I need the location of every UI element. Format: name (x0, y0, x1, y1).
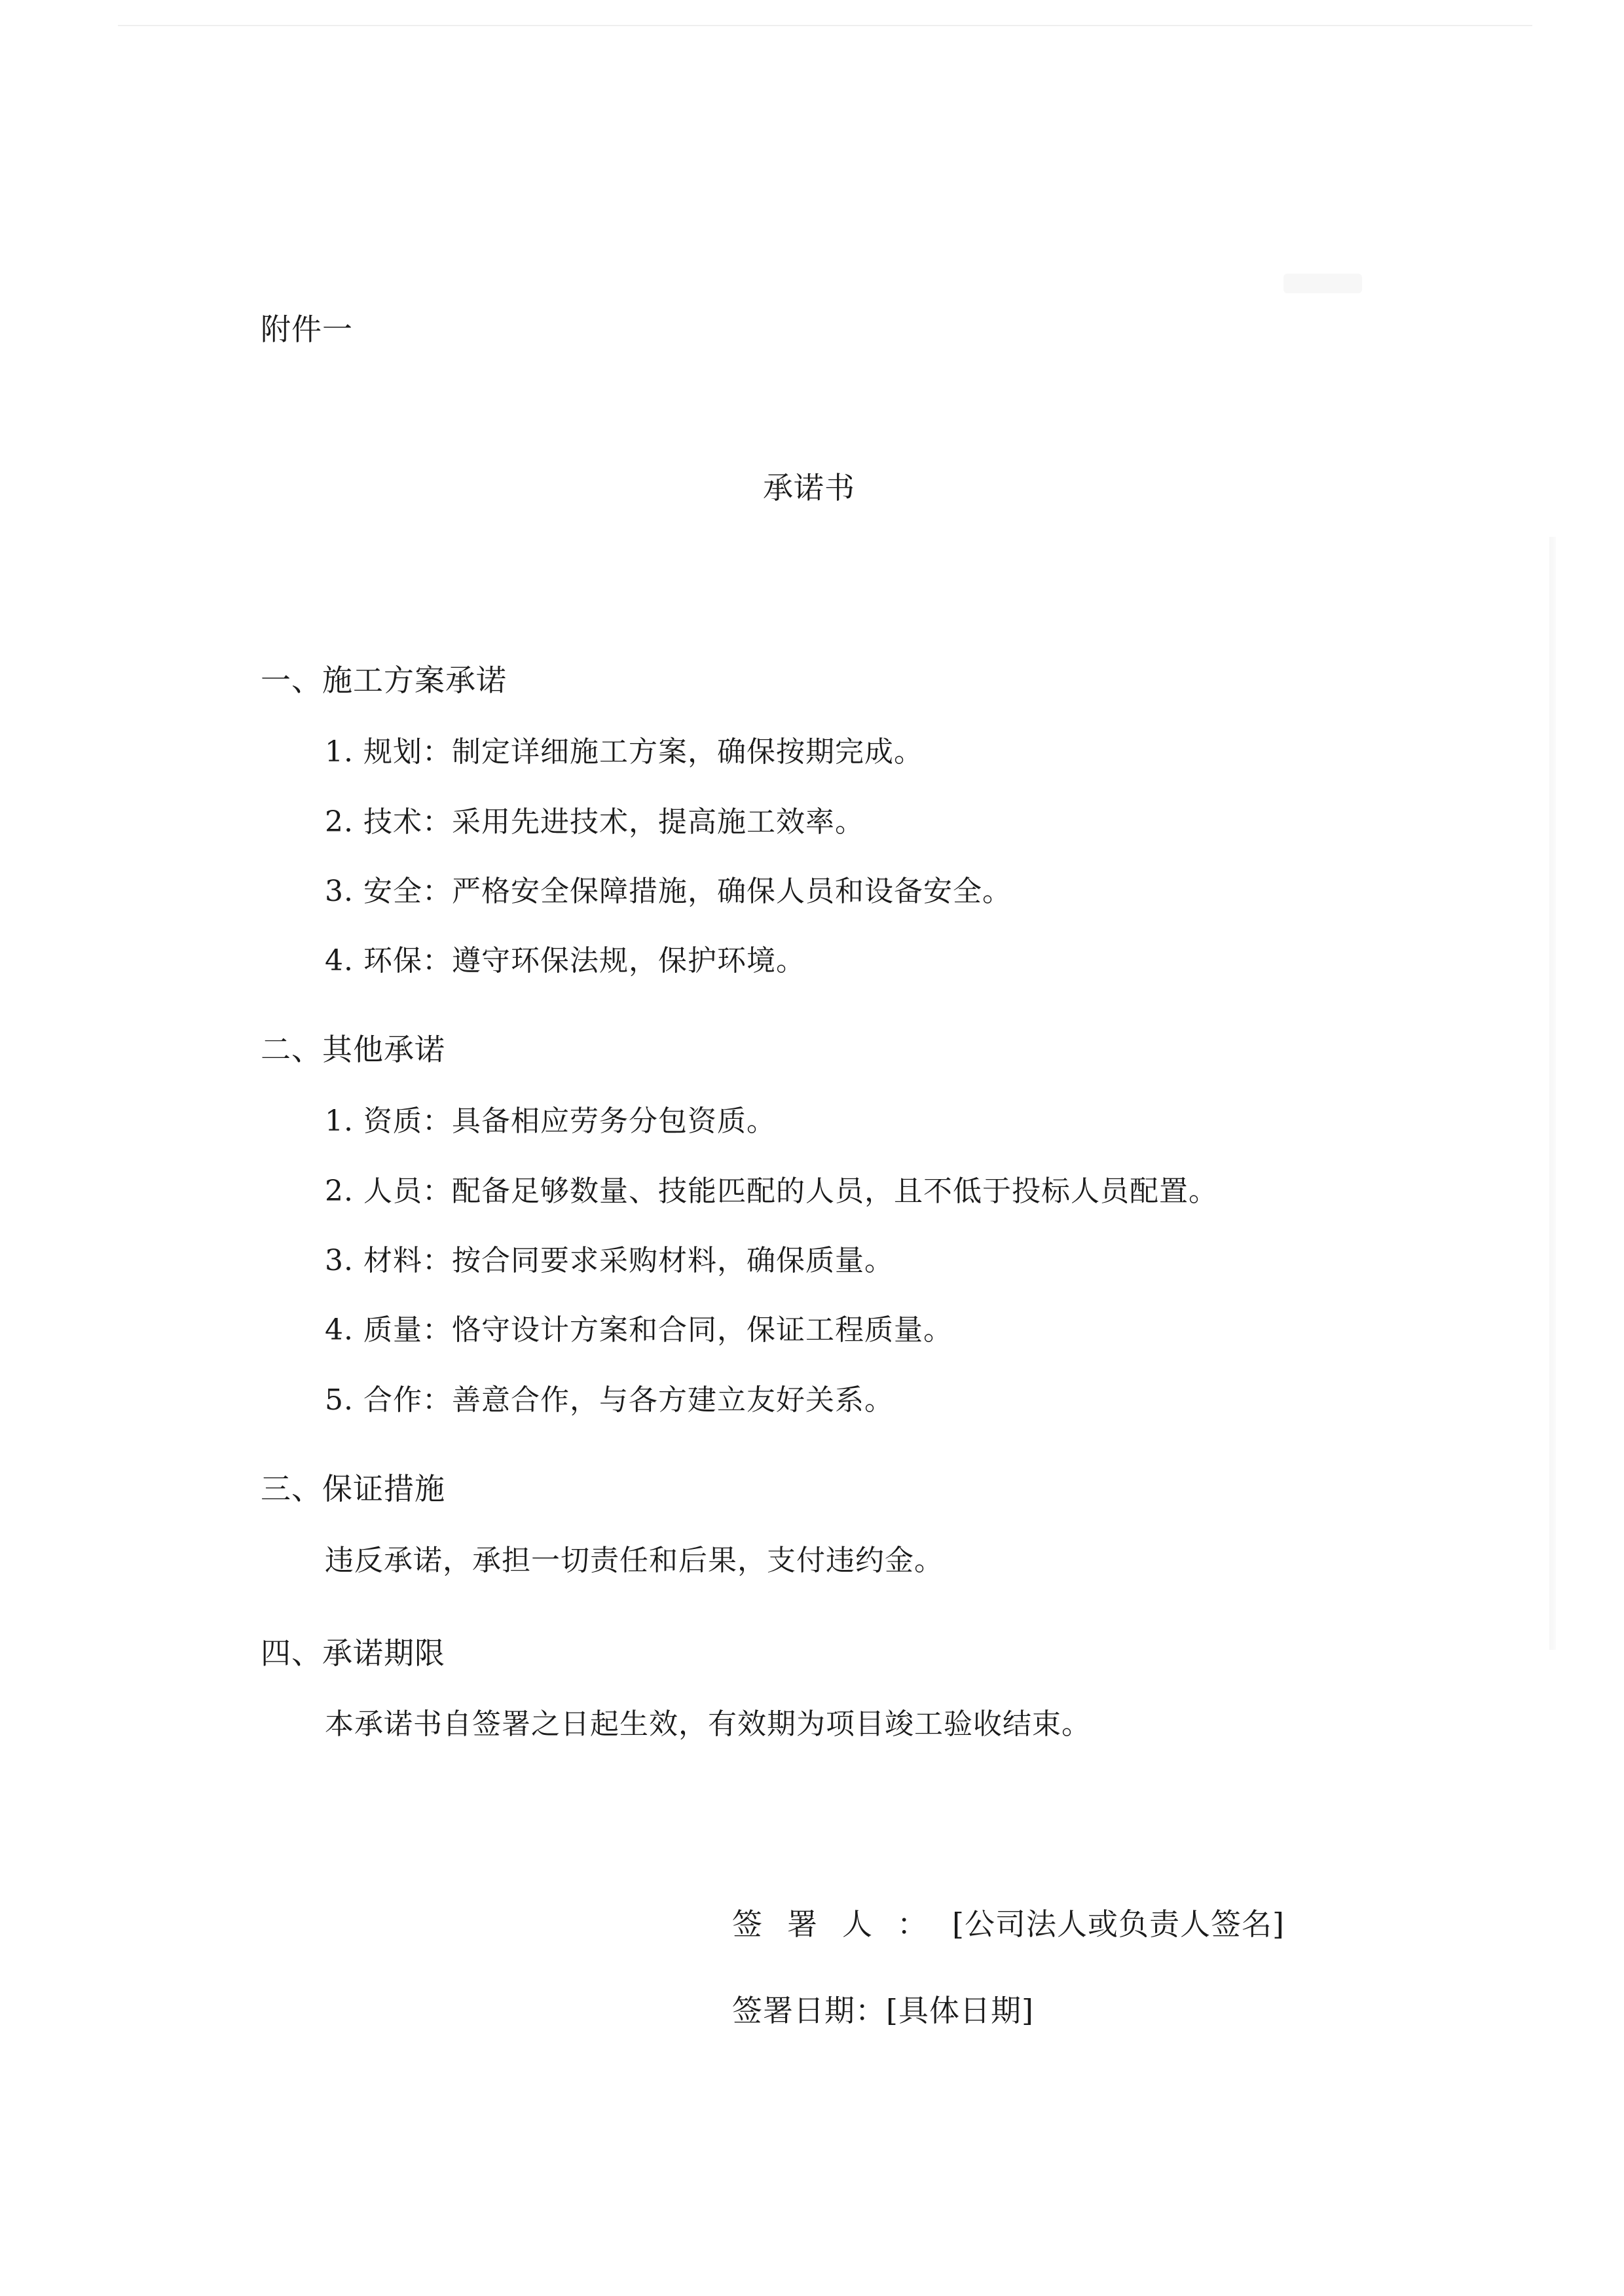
section-paragraph: 本承诺书自签署之日起生效，有效期为项目竣工验收结束。 (325, 1707, 1091, 1741)
section-heading: 二、其他承诺 (261, 1032, 445, 1067)
list-item: 5. 合作：善意合作，与各方建立友好关系。 (325, 1383, 894, 1417)
list-item: 4. 环保：遵守环保法规，保护环境。 (325, 944, 805, 977)
attachment-label: 附件一 (261, 312, 353, 347)
list-item: 4. 质量：恪守设计方案和合同，保证工程质量。 (325, 1313, 953, 1347)
list-item: 3. 安全：严格安全保障措施，确保人员和设备安全。 (325, 875, 1012, 908)
scan-edge-artifact (118, 25, 1532, 26)
sign-date-label: 签署日期： (732, 1993, 886, 2028)
list-item: 2. 技术：采用先进技术，提高施工效率。 (325, 805, 864, 839)
section-heading: 四、承诺期限 (261, 1635, 445, 1671)
document-title: 承诺书 (763, 470, 855, 505)
section-paragraph: 违反承诺，承担一切责任和后果，支付违约金。 (325, 1544, 944, 1577)
scan-shadow-artifact (1549, 537, 1556, 1650)
signer-line (732, 1906, 1285, 1942)
signer-label: 签署人： (732, 1906, 952, 1942)
list-item: 1. 规划：制定详细施工方案，确保按期完成。 (325, 735, 923, 769)
signer-value: [公司法人或负责人签名] (952, 1906, 1285, 1942)
bleed-through-mark (1283, 274, 1362, 293)
sign-date-value: [具体日期] (886, 1993, 1034, 2028)
sign-date-line (732, 1995, 1034, 2026)
list-item: 1. 资质：具备相应劳务分包资质。 (325, 1104, 776, 1138)
list-item: 2. 人员：配备足够数量、技能匹配的人员，且不低于投标人员配置。 (325, 1175, 1218, 1208)
section-heading: 三、保证措施 (261, 1471, 445, 1506)
section-heading: 一、施工方案承诺 (261, 663, 507, 698)
list-item: 3. 材料：按合同要求采购材料，确保质量。 (325, 1244, 894, 1277)
